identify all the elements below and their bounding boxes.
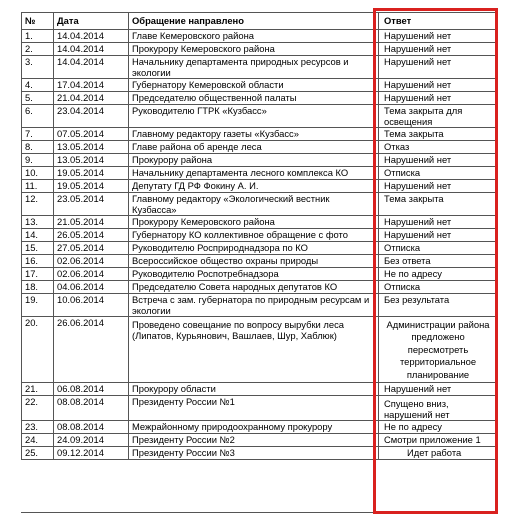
row-recipient: Всероссийское общество охраны природы — [129, 255, 379, 268]
row-num: 22. — [22, 396, 54, 421]
row-answer: Не по адресу — [379, 421, 496, 434]
row-recipient: Губернатору Кемеровской области — [129, 79, 379, 92]
row-date: 27.05.2014 — [54, 242, 129, 255]
table-row — [22, 30, 496, 43]
row-answer: Тема закрыта — [379, 128, 496, 141]
row-num: 1. — [22, 30, 54, 43]
row-recipient: Президенту России №1 — [129, 396, 379, 421]
row-answer: Идет работа — [379, 447, 496, 460]
header-date: Дата — [54, 13, 129, 30]
row-num: 5. — [22, 92, 54, 105]
row-num: 7. — [22, 128, 54, 141]
row-answer: Не по адресу — [379, 268, 496, 281]
table-row — [22, 434, 496, 447]
row-num: 17. — [22, 268, 54, 281]
row-answer: Нарушений нет — [379, 180, 496, 193]
row-answer: Отписка — [379, 242, 496, 255]
row-answer: Смотри приложение 1 — [379, 434, 496, 447]
row-date: 19.05.2014 — [54, 180, 129, 193]
row-date: 04.06.2014 — [54, 281, 129, 294]
row-answer: Нарушений нет — [379, 43, 496, 56]
table-row — [22, 317, 496, 383]
row-num: 20. — [22, 317, 54, 383]
row-answer: Отписка — [379, 281, 496, 294]
table-row — [22, 141, 496, 154]
row-recipient: Главному редактору газеты «Кузбасс» — [129, 128, 379, 141]
row-date: 06.08.2014 — [54, 383, 129, 396]
row-answer: Нарушений нет — [379, 92, 496, 105]
row-date: 02.06.2014 — [54, 268, 129, 281]
table-row — [22, 167, 496, 180]
table-row — [22, 154, 496, 167]
table-row — [22, 447, 496, 460]
row-recipient: Председателю Совета народных депутатов КО — [129, 281, 379, 294]
row-num: 24. — [22, 434, 54, 447]
row-answer: Нарушений нет — [379, 154, 496, 167]
row-num: 11. — [22, 180, 54, 193]
row-recipient: Встреча с зам. губернатора по природным ресурсам и экологии — [129, 294, 379, 317]
row-recipient: Президенту России №2 — [129, 434, 379, 447]
header-answer: Ответ — [379, 13, 496, 30]
row-num: 23. — [22, 421, 54, 434]
table-row — [22, 193, 496, 216]
table-row — [22, 396, 496, 421]
header-row — [22, 13, 496, 30]
row-recipient: Главе района об аренде леса — [129, 141, 379, 154]
row-answer: Без результата — [379, 294, 496, 317]
row-date: 13.05.2014 — [54, 141, 129, 154]
table-bottom-line — [21, 512, 495, 513]
table-row — [22, 105, 496, 128]
row-recipient: Руководителю ГТРК «Кузбасс» — [129, 105, 379, 128]
row-recipient: Прокурору района — [129, 154, 379, 167]
row-recipient: Прокурору области — [129, 383, 379, 396]
table-row — [22, 255, 496, 268]
row-answer: Нарушений нет — [379, 79, 496, 92]
table-row — [22, 242, 496, 255]
row-recipient: Руководителю Роспотребнадзора — [129, 268, 379, 281]
row-answer: Нарушений нет — [379, 229, 496, 242]
table-row — [22, 268, 496, 281]
row-recipient: Межрайонному природоохранному прокурору — [129, 421, 379, 434]
row-recipient: Президенту России №3 — [129, 447, 379, 460]
row-answer: Отписка — [379, 167, 496, 180]
row-answer: Нарушений нет — [379, 30, 496, 43]
row-recipient: Губернатору КО коллективное обращение с фото — [129, 229, 379, 242]
row-num: 19. — [22, 294, 54, 317]
row-date: 09.12.2014 — [54, 447, 129, 460]
row-recipient: Главе Кемеровского района — [129, 30, 379, 43]
table-row — [22, 180, 496, 193]
row-answer: Тема закрыта — [379, 193, 496, 216]
row-date: 19.05.2014 — [54, 167, 129, 180]
row-date: 23.04.2014 — [54, 105, 129, 128]
header-num: № — [22, 13, 54, 30]
table-row — [22, 281, 496, 294]
row-num: 14. — [22, 229, 54, 242]
row-date: 10.06.2014 — [54, 294, 129, 317]
header-to: Обращение направлено — [129, 13, 379, 30]
row-answer: Спущено вниз, нарушений нет — [379, 396, 496, 421]
row-num: 8. — [22, 141, 54, 154]
row-date: 24.09.2014 — [54, 434, 129, 447]
table-row — [22, 56, 496, 79]
row-date: 21.04.2014 — [54, 92, 129, 105]
row-recipient: Депутату ГД РФ Фокину А. И. — [129, 180, 379, 193]
row-answer: Тема закрыта для освещения — [379, 105, 496, 128]
row-answer: Нарушений нет — [379, 383, 496, 396]
table-row — [22, 79, 496, 92]
row-recipient: Начальнику департамента природных ресурсов и экологии — [129, 56, 379, 79]
row-date: 14.04.2014 — [54, 43, 129, 56]
row-date: 26.05.2014 — [54, 229, 129, 242]
row-num: 6. — [22, 105, 54, 128]
row-recipient: Проведено совещание по вопросу вырубки леса (Липатов, Курьянович, Вашлаев, Шур, Хаблюк) — [129, 317, 379, 383]
row-num: 12. — [22, 193, 54, 216]
row-recipient: Главному редактору «Экологический вестник Кузбасса» — [129, 193, 379, 216]
row-answer: Администрации района предложено пересмотреть территориальное планирование — [379, 317, 496, 383]
row-date: 08.08.2014 — [54, 421, 129, 434]
row-num: 21. — [22, 383, 54, 396]
row-recipient: Прокурору Кемеровского района — [129, 216, 379, 229]
row-recipient: Начальнику департамента лесного комплекса КО — [129, 167, 379, 180]
row-date: 07.05.2014 — [54, 128, 129, 141]
row-date: 14.04.2014 — [54, 30, 129, 43]
row-date: 26.06.2014 — [54, 317, 129, 383]
row-num: 16. — [22, 255, 54, 268]
row-num: 3. — [22, 56, 54, 79]
table-row — [22, 43, 496, 56]
row-answer: Отказ — [379, 141, 496, 154]
row-answer: Нарушений нет — [379, 216, 496, 229]
row-recipient: Прокурору Кемеровского района — [129, 43, 379, 56]
table-row — [22, 383, 496, 396]
row-num: 4. — [22, 79, 54, 92]
row-recipient: Руководителю Росприроднадзора по КО — [129, 242, 379, 255]
row-num: 2. — [22, 43, 54, 56]
row-num: 10. — [22, 167, 54, 180]
row-date: 23.05.2014 — [54, 193, 129, 216]
table-row — [22, 216, 496, 229]
row-date: 14.04.2014 — [54, 56, 129, 79]
row-date: 02.06.2014 — [54, 255, 129, 268]
row-num: 15. — [22, 242, 54, 255]
row-date: 17.04.2014 — [54, 79, 129, 92]
row-num: 25. — [22, 447, 54, 460]
row-date: 13.05.2014 — [54, 154, 129, 167]
table-row — [22, 421, 496, 434]
row-num: 9. — [22, 154, 54, 167]
row-num: 13. — [22, 216, 54, 229]
table-row — [22, 229, 496, 242]
row-date: 08.08.2014 — [54, 396, 129, 421]
row-answer: Нарушений нет — [379, 56, 496, 79]
appeals-table — [21, 12, 496, 460]
row-num: 18. — [22, 281, 54, 294]
row-recipient: Председателю общественной палаты — [129, 92, 379, 105]
row-date: 21.05.2014 — [54, 216, 129, 229]
table-row — [22, 128, 496, 141]
table-row — [22, 294, 496, 317]
table-row — [22, 92, 496, 105]
row-answer: Без ответа — [379, 255, 496, 268]
